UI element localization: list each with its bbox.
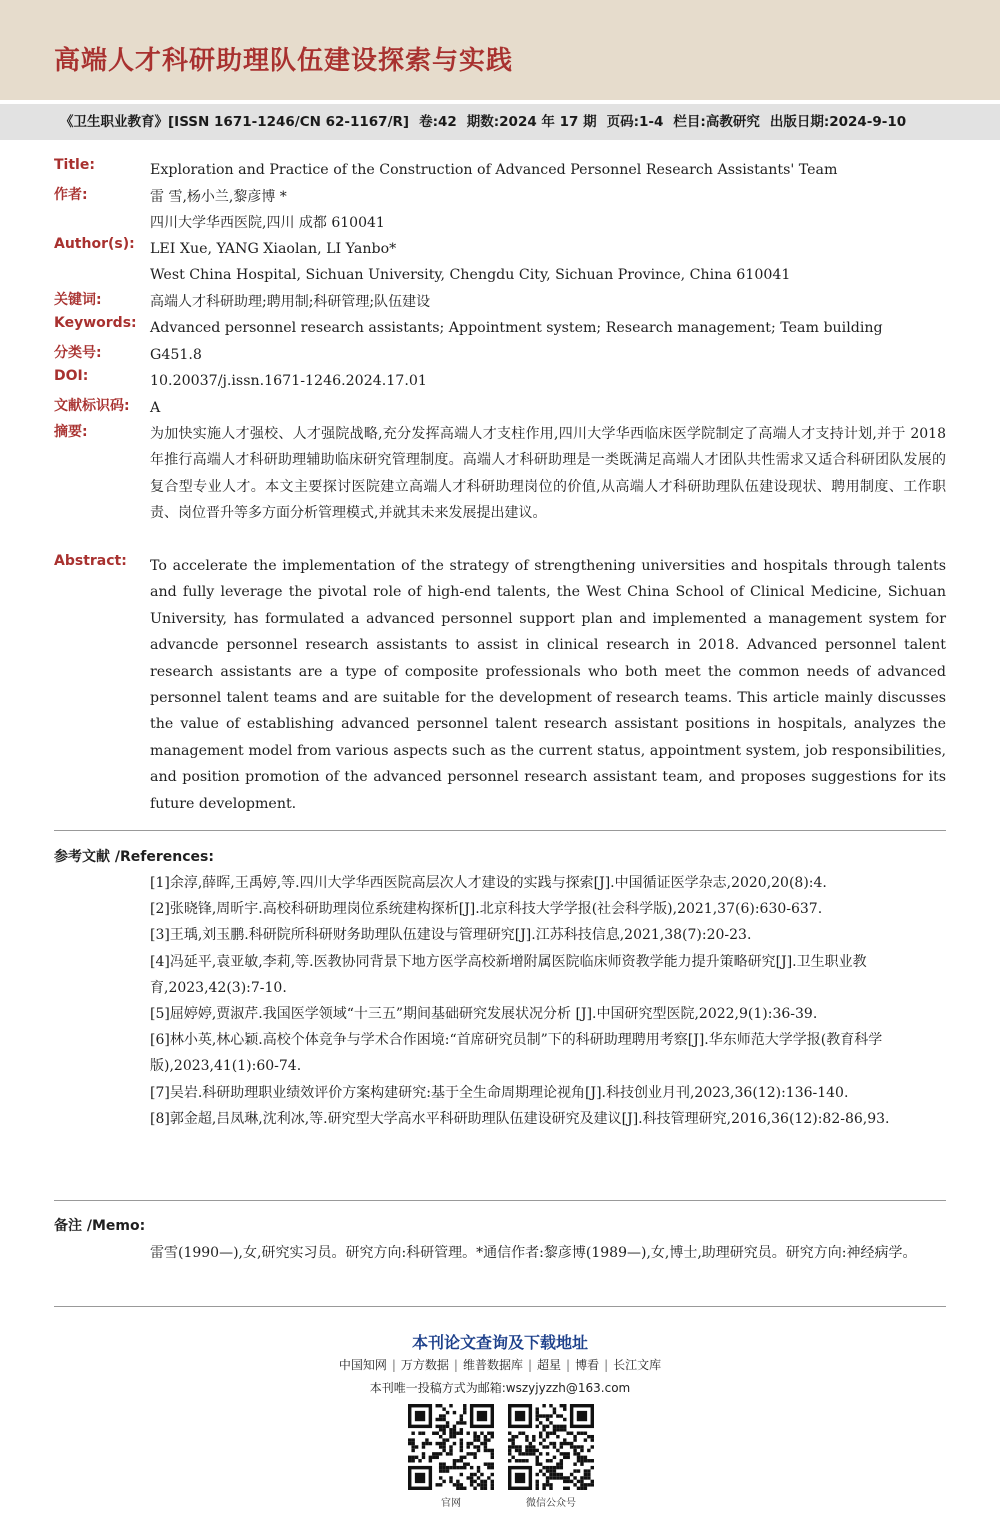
submission-email: 本刊唯一投稿方式为邮箱:wszyjyzzh@163.com [369, 1381, 631, 1395]
separator: | [566, 1358, 571, 1372]
authors-en-label: Author(s): [54, 236, 135, 252]
references-label: 参考文献 /References: [54, 849, 214, 865]
reference-item: [6]林小英,林心颖.高校个体竞争与学术合作困境:“首席研究员制”下的科研助理聘用考察[J].华东师范大学学报(教育科学版),2023,41(1):60-74. [150, 1032, 883, 1075]
abstract-en: To accelerate the implementation of the strategy of strengthening universities and hospitals through talents and fully leverage the pivotal role of high-end talents, the West China School of Clinical Medicine, Sichuan University, has formulated a advanced personnel support plan and implemented a management system for advancde personnel research assistants to assist in clinical research in 2018. Advanced personnel talent research assistants are a type of composite professionals who both meet the common needs of advanced personnel talent teams and are suitable for the development of research teams. This article mainly discusses the value of establishing advanced personnel talent research assistant positions in hospitals, analyzes the management model from various aspects such as the current status, appointment system, job responsibilities, and position promotion of the advanced personnel research assistant team, and proposes suggestions for its future development. [150, 558, 946, 812]
database-list [0, 1356, 1000, 1373]
publication-date: 出版日期:2024-9-10 [769, 114, 907, 130]
doi-value: 10.20037/j.issn.1671-1246.2024.17.01 [150, 373, 427, 389]
database-changjiang[interactable]: 长江文库 [613, 1358, 662, 1372]
abstract-cn-label: 摘要: [54, 424, 88, 440]
reference-item: [4]冯延平,袁亚敏,李莉,等.医教协同背景下地方医学高校新增附属医院临床师资教学能力提升策略研究[J].卫生职业教育,2023,42(3):7-10. [150, 953, 867, 996]
separator: | [604, 1358, 609, 1372]
abstract-en-label: Abstract: [54, 553, 127, 569]
authors-cn: 雷 雪,杨小兰,黎彦博 * [150, 189, 287, 205]
journal-info: 《卫生职业教育》[ISSN 1671-1246/CN 62-1167/R] [60, 114, 410, 130]
qr-right-caption: 微信公众号 [526, 1498, 576, 1509]
volume: 卷:42 [419, 114, 457, 130]
doi-label: DOI: [54, 368, 89, 384]
issue: 期数:2024 年 17 期 [466, 114, 597, 130]
reference-item: [7]吴岩.科研助理职业绩效评价方案构建研究:基于全生命周期理论视角[J].科技创业月刊,2023,36(12):136-140. [150, 1084, 849, 1101]
database-wanfang[interactable]: 万方数据 [400, 1358, 449, 1372]
title-band [0, 0, 1000, 100]
separator: | [391, 1358, 396, 1372]
website-qr-code-icon[interactable] [408, 1404, 494, 1490]
keywords-cn-label: 关键词: [54, 292, 102, 308]
affiliation-cn: 四川大学华西医院,四川 成都 610041 [150, 215, 385, 231]
classification-label: 分类号: [54, 345, 102, 361]
keywords-en: Advanced personnel research assistants; Appointment system; Research management; Team building [150, 320, 883, 336]
database-vip[interactable]: 维普数据库 [462, 1358, 523, 1372]
database-chaoxing[interactable]: 超星 [537, 1358, 562, 1372]
classification-value: G451.8 [150, 347, 202, 363]
divider [54, 1200, 946, 1201]
reference-list [150, 870, 946, 1132]
affiliation-en: West China Hospital, Sichuan University, Chengdu City, Sichuan Province, China 610041 [150, 267, 791, 283]
page-title: 高端人才科研助理队伍建设探索与实践 [54, 46, 514, 76]
reference-item: [8]郭金超,吕凤琳,沈利冰,等.研究型大学高水平科研助理队伍建设研究及建议[J].科技管理研究,2016,36(12):82-86,93. [150, 1110, 890, 1127]
publication-meta-bar [0, 104, 1000, 140]
keywords-cn: 高端人才科研助理;聘用制;科研管理;队伍建设 [150, 294, 431, 310]
memo-text: 雷雪(1990—),女,研究实习员。研究方向:科研管理。*通信作者:黎彦博(1989—),女,博士,助理研究员。研究方向:神经病学。 [150, 1245, 917, 1261]
pages: 页码:1-4 [606, 114, 664, 130]
reference-item: [5]屈婷婷,贾淑芹.我国医学领域“十三五”期间基础研究发展状况分析 [J].中国研究型医院,2022,9(1):36-39. [150, 1006, 818, 1023]
memo-label: 备注 /Memo: [54, 1218, 146, 1234]
qr-left-caption: 官网 [441, 1498, 461, 1509]
divider [54, 830, 946, 831]
footer-title: 本刊论文查询及下载地址 [411, 1333, 588, 1352]
separator: | [527, 1358, 533, 1372]
reference-item: [1]余淳,薛晖,王禹婷,等.四川大学华西医院高层次人才建设的实践与探索[J].中国循证医学杂志,2020,20(8):4. [150, 875, 827, 891]
reference-item: [3]王瑀,刘玉鹏.科研院所科研财务助理队伍建设与管理研究[J].江苏科技信息,2021,38(7):20-23. [150, 927, 752, 944]
abstract-cn: 为加快实施人才强校、人才强院战略,充分发挥高端人才支柱作用,四川大学华西临床医学院制定了高端人才支持计划,并于 2018 年推行高端人才科研助理辅助临床研究管理制度。高端人才科研助理是一类既满足高端人才团队共性需求又适合科研团队发展的复合型专业人才。本文主要探讨医院建立高端人才科研助理岗位的价值,从高端人才科研助理队伍建设现状、聘用制度、工作职责、岗位晋升等多方面分析管理模式,并就其未来发展提出建议。 [150, 426, 946, 522]
document-code-value: A [150, 400, 161, 416]
title-value: Exploration and Practice of the Construction of Advanced Personnel Research Assistants' Team [150, 162, 838, 178]
authors-en: LEI Xue, YANG Xiaolan, LI Yanbo* [150, 241, 397, 257]
title-label: Title: [54, 157, 95, 173]
database-bookan[interactable]: 博看 [575, 1358, 600, 1372]
wechat-qr-code-icon[interactable] [508, 1404, 594, 1490]
divider [54, 1306, 946, 1307]
document-code-label: 文献标识码: [54, 398, 130, 414]
authors-cn-label: 作者: [54, 187, 88, 203]
keywords-en-label: Keywords: [54, 315, 137, 331]
separator: | [453, 1358, 458, 1372]
reference-item: [2]张晓锋,周昕宇.高校科研助理岗位系统建构探析[J].北京科技大学学报(社会科学版),2021,37(6):630-637. [150, 901, 823, 918]
database-cnki[interactable]: 中国知网 [338, 1358, 387, 1372]
column: 栏目:高教研究 [673, 114, 760, 130]
